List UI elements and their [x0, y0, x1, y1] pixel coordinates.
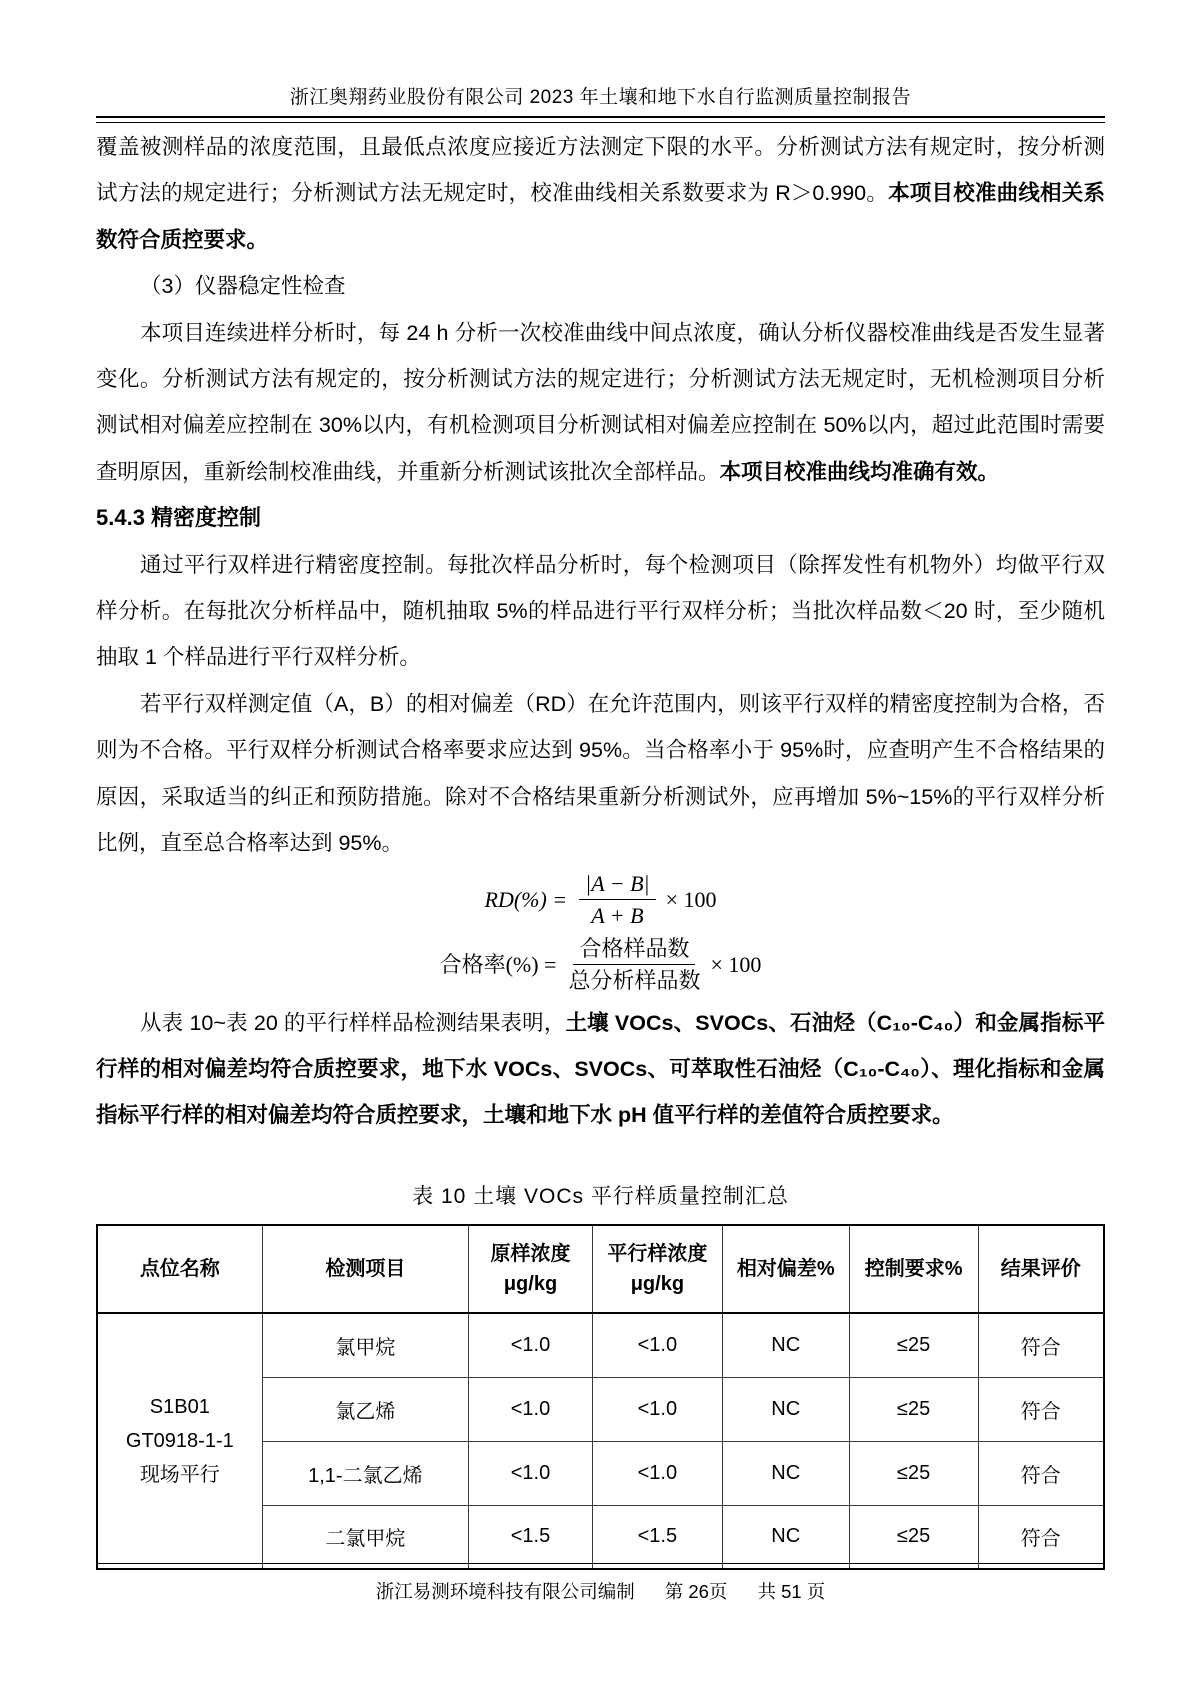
para-instrument-stability-body-segment: 本项目连续进样分析时，每 24 h 分析一次校准曲线中间点浓度，确认分析仪器校准曲线是否发生显著变化。分析测试方法有规定的，按分析测试方法的规定进行；分析测试方法无规定时，无机检测项目分析测试相对偏差应控制在 30%以内，有机检测项目分析测试相对偏差应控制在 50%以内，超过此范围时需要查明原因，重新绘制校准曲线，并重新分析测试该批次全部样品。 — [96, 320, 1105, 484]
result-evaluation-cell: 符合 — [978, 1377, 1104, 1441]
table-header-line: 控制要求% — [864, 1258, 963, 1280]
para-calibration-curve-segment: 覆盖被测样品的浓度范围，且最低点浓度应接近方法测定下限的水平。分析测试方法有规定时，按分析测试方法的规定进行；分析测试方法无规定时，校准曲线相关系数要求为 R＞0.990。 — [96, 135, 1105, 206]
para-results-summary-segment: 从表 10~表 20 的平行样样品检测结果表明， — [140, 1010, 566, 1035]
table-header-cell — [469, 1225, 593, 1313]
result-evaluation-cell: 符合 — [978, 1505, 1104, 1569]
footer-text — [96, 1578, 1105, 1604]
table-header-line: 结果评价 — [1000, 1258, 1081, 1280]
qc-table-head — [97, 1225, 1104, 1313]
parallel-concentration-cell: <1.5 — [592, 1505, 722, 1569]
formula-pass-rate-denominator: 总分析样品数 — [568, 968, 701, 993]
formula-relative-deviation-numerator: |A − B| — [579, 870, 655, 901]
control-requirement-cell: ≤25 — [849, 1377, 978, 1441]
footer-total-pages: 共 51 页 — [757, 1581, 826, 1602]
original-concentration-cell: <1.0 — [469, 1441, 593, 1505]
formula-relative-deviation-lhs: RD(%) = — [484, 886, 568, 912]
footer-publisher: 浙江易测环境科技有限公司编制 — [375, 1581, 635, 1602]
document-footer — [96, 1563, 1105, 1604]
para-calibration-curve-segment: 本项目校准曲线相关系数符合质控要求。 — [96, 181, 1105, 252]
control-requirement-cell: ≤25 — [849, 1313, 978, 1377]
formula-pass-rate-multiplier: × 100 — [710, 951, 762, 977]
table-section — [96, 1176, 1105, 1570]
analyte-cell: 二氯甲烷 — [262, 1505, 468, 1569]
formula-pass-rate-fraction — [568, 935, 700, 995]
para-rd-acceptance-criteria — [96, 681, 1105, 867]
analyte-cell: 氯乙烯 — [262, 1377, 468, 1441]
qc-table-body — [97, 1313, 1104, 1569]
para-rd-acceptance-criteria-segment: 若平行双样测定值（A，B）的相对偏差（RD）在允许范围内，则该平行双样的精密度控制为合格，否则为不合格。平行双样分析测试合格率要求应达到 95%。当合格率小于 95%时，应查明产生不合格结果的原因，采取适当的纠正和预防措施。除对不合格结果重新分析测试外，应再增加 5%~15%的平行双样分析比例，直至总合格率达到 95%。 — [96, 691, 1105, 856]
table-header-cell — [849, 1225, 978, 1313]
para-results-summary — [96, 1000, 1105, 1139]
table-header-cell — [97, 1225, 262, 1313]
site-name-cell — [97, 1313, 262, 1569]
control-requirement-cell: ≤25 — [849, 1441, 978, 1505]
result-evaluation-cell: 符合 — [978, 1441, 1104, 1505]
formula-relative-deviation-multiplier: × 100 — [665, 886, 717, 912]
qc-table-header-row — [97, 1225, 1104, 1313]
para-item-3-instrument-stability-segment: （3）仪器稳定性检查 — [140, 274, 346, 299]
table-header-cell — [978, 1225, 1104, 1313]
formula-relative-deviation-fraction — [579, 870, 655, 930]
header-title: 浙江奥翔药业股份有限公司 2023 年土壤和地下水自行监测质量控制报告 — [289, 87, 912, 108]
table-header-cell — [262, 1225, 468, 1313]
document-header — [96, 0, 1105, 123]
table-header-line: 平行样浓度 — [607, 1243, 708, 1265]
formula-relative-deviation — [96, 870, 1105, 930]
para-calibration-curve — [96, 124, 1105, 263]
table-header-cell — [592, 1225, 722, 1313]
site-name-line: S1B01 — [149, 1396, 210, 1418]
formula-relative-deviation-denominator: A + B — [591, 903, 644, 928]
table-header-line: 原样浓度 — [490, 1243, 571, 1265]
original-concentration-cell: <1.0 — [469, 1313, 593, 1377]
para-results-summary-segment: 土壤 VOCs、SVOCs、石油烃（C₁₀-C₄₀）和金属指标平行样的相对偏差均符合质控要求，地下水 VOCs、SVOCs、可萃取性石油烃（C₁₀-C₄₀）、理化指标和金属指标平行样的相对偏差均符合质控要求，土壤和地下水 pH 值平行样的差值符合质控要求。 — [96, 1010, 1105, 1128]
formula-pass-rate-lhs: 合格率(%) = — [439, 951, 557, 977]
table-header-line: μg/kg — [630, 1273, 685, 1295]
site-name-line: GT0918-1-1 — [125, 1430, 234, 1452]
table-header-cell — [722, 1225, 849, 1313]
body-content — [96, 124, 1105, 1180]
parallel-concentration-cell: <1.0 — [592, 1377, 722, 1441]
table-header-line: 检测项目 — [325, 1258, 406, 1280]
para-instrument-stability-body-segment: 本项目校准曲线均准确有效。 — [719, 459, 1000, 484]
heading-5-4-3-precision-control: 5.4.3 精密度控制 — [96, 505, 262, 531]
table-header-line: 点位名称 — [139, 1258, 220, 1280]
original-concentration-cell: <1.5 — [469, 1505, 593, 1569]
table-header-line: μg/kg — [503, 1273, 558, 1295]
relative-deviation-cell: NC — [722, 1505, 849, 1569]
para-parallel-duplicate-policy-segment: 通过平行双样进行精密度控制。每批次样品分析时，每个检测项目（除挥发性有机物外）均做平行双样分析。在每批次分析样品中，随机抽取 5%的样品进行平行双样分析；当批次样品数＜20 时，至少随机抽取 1 个样品进行平行双样分析。 — [96, 552, 1105, 670]
formula-pass-rate — [96, 935, 1105, 995]
footer-page-number: 第 26页 — [664, 1581, 728, 1602]
parallel-concentration-cell: <1.0 — [592, 1313, 722, 1377]
parallel-concentration-cell: <1.0 — [592, 1441, 722, 1505]
table-header-line: 相对偏差% — [736, 1258, 835, 1280]
analyte-cell: 1,1-二氯乙烯 — [262, 1441, 468, 1505]
relative-deviation-cell: NC — [722, 1377, 849, 1441]
control-requirement-cell: ≤25 — [849, 1505, 978, 1569]
original-concentration-cell: <1.0 — [469, 1377, 593, 1441]
footer-rule — [96, 1563, 1105, 1569]
qc-table — [96, 1224, 1105, 1570]
para-instrument-stability-body — [96, 310, 1105, 496]
relative-deviation-cell: NC — [722, 1313, 849, 1377]
site-name-line: 现场平行 — [139, 1464, 220, 1486]
table-row — [97, 1313, 1104, 1377]
table-title: 表 10 土壤 VOCs 平行样质量控制汇总 — [412, 1185, 789, 1208]
para-parallel-duplicate-policy — [96, 542, 1105, 681]
analyte-cell: 氯甲烷 — [262, 1313, 468, 1377]
para-item-3-instrument-stability — [96, 263, 1105, 309]
result-evaluation-cell: 符合 — [978, 1313, 1104, 1377]
relative-deviation-cell: NC — [722, 1441, 849, 1505]
header-rule — [96, 116, 1105, 123]
formula-pass-rate-numerator: 合格样品数 — [573, 935, 695, 966]
